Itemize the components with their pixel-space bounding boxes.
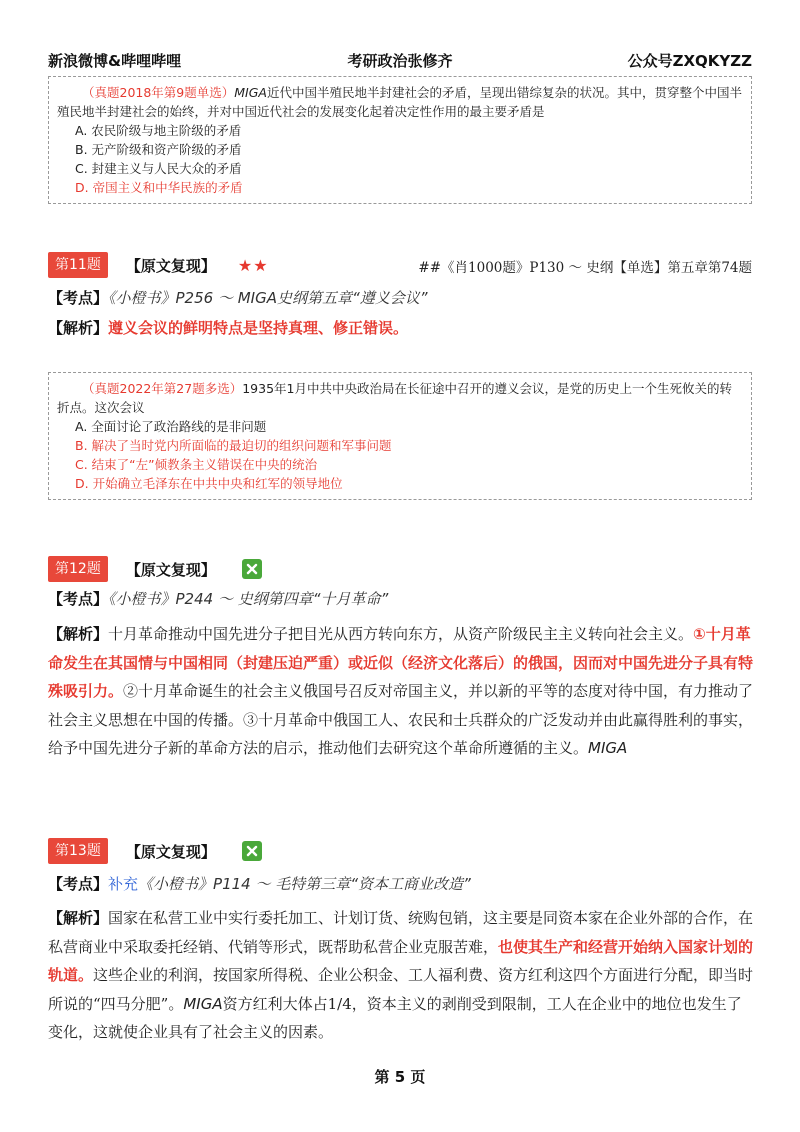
header-right: 公众号ZXQKYZZ — [627, 52, 752, 70]
exam-question-box-2022 — [48, 372, 752, 500]
jiexi-highlight: 也使其生产和经营开始纳入国家计划的轨道。 — [48, 937, 754, 984]
jiexi-12 — [48, 620, 754, 763]
kaodian-text: 《小橙书》P244 ～ 史纲第四章“十月革命” — [108, 590, 389, 608]
option-b-correct: B. 解决了当时党内所面临的最迫切的组织问题和军事问题 — [75, 438, 392, 453]
option-d-correct: D. 开始确立毛泽东在中共中央和红军的领导地位 — [75, 476, 343, 491]
difficulty-stars: ★★ — [237, 255, 269, 275]
kaodian-11 — [48, 287, 428, 308]
kaodian-text: 《小橙书》P256 ～ MIGA史纲第五章“遵义会议” — [108, 289, 428, 307]
jiexi-label: 【解析】 — [48, 909, 109, 927]
jiexi-13 — [48, 904, 754, 1047]
jiexi-text: 遵义会议的鲜明特点是坚持真理、修正错误。 — [108, 319, 409, 337]
header-left: 新浪微博&哔哩哔哩 — [48, 52, 182, 70]
page-number: 第 5 页 — [374, 1068, 426, 1086]
question-stem — [57, 83, 743, 121]
miga-mark: MIGA — [183, 994, 223, 1013]
jiexi-intro: 十月革命推动中国先进分子把目光从西方转向东方，从资产阶级民主主义转向社会主义。 — [108, 625, 694, 643]
cross-mark-icon — [242, 841, 262, 861]
jiexi-highlight: ①十月革命发生在其国情与中国相同（封建压迫严重）或近似（经济文化落后）的俄国，因而对中国先进分子具有特殊吸引力。 — [48, 625, 754, 700]
exam-question-box-2018 — [48, 76, 752, 204]
kaodian-label: 【考点】 — [48, 875, 109, 893]
option-c: C. 封建主义与人民大众的矛盾 — [75, 161, 242, 176]
kaodian-12 — [48, 588, 388, 609]
kaodian-13 — [48, 873, 471, 894]
option-b: B. 无产阶级和资产阶级的矛盾 — [75, 142, 242, 157]
question-tag: （真题2022年第27题多选） — [82, 381, 243, 396]
section-tag: 【原文复现】 — [125, 842, 216, 861]
jiexi-11 — [48, 314, 754, 343]
question-text: 近代中国半殖民地半封建社会的矛盾，呈现出错综复杂的状况。其中，贯穿整个中国半殖民地半封建社会的始终，并对中国近代社会的发展变化起着决定性作用的最主要矛盾是 — [57, 85, 742, 119]
kaodian-text: 《小橙书》P114 ～ 毛特第三章“资本工商业改造” — [138, 875, 471, 893]
section-tag: 【原文复现】 — [125, 256, 216, 275]
miga-mark: MIGA — [234, 85, 267, 100]
question-number-badge: 第13题 — [48, 838, 108, 864]
option-c-correct: C. 结束了“左”倾教条主义错误在中央的统治 — [75, 457, 318, 472]
question-12-header — [48, 556, 262, 582]
kaodian-label: 【考点】 — [48, 590, 109, 608]
question-source: ##《肖1000题》P130 ～ 史纲【单选】第五章第74题 — [418, 260, 752, 276]
jiexi-seg-2: 这主要是同资本家在企业外部的合作， — [483, 909, 739, 927]
jiexi-label: 【解析】 — [48, 625, 109, 643]
jiexi-seg-5: 这些企业的利润，按国家所得税、企业公积金、工人福利费、资方红利这四个方面进行分配，即当时所说的“四马分肥”。 — [48, 966, 754, 1013]
section-tag: 【原文复现】 — [125, 560, 216, 579]
jiexi-seg-6: 资方红利大体占1/4，资本主义的剥削受到限制，工人在企业中的地位也发生了变化， — [48, 994, 742, 1041]
jiexi-seg-1: 国家在私营工业中实行委托加工、计划订货、统购包销， — [108, 909, 484, 927]
jiexi-seg-3: 在私营商业中采取委托经销、代销等形式，既帮助私营企业克服苦难， — [48, 909, 754, 956]
miga-mark: MIGA — [588, 739, 628, 757]
question-number-badge: 第12题 — [48, 556, 108, 582]
question-text: 1935年1月中共中央政治局在长征途中召开的遵义会议，是党的历史上一个生死攸关的转折点。这次会议 — [57, 381, 732, 415]
jiexi-body: ②十月革命诞生的社会主义俄国号召反对帝国主义，并以新的平等的态度对待中国，有力推动了社会主义思想在中国的传播。③十月革命中俄国工人、农民和士兵群众的广泛发动并由此赢得胜利的事实，给予中国先进分子新的革命方法的启示，推动他们去研究这个革命所遵循的主义。 — [48, 682, 754, 757]
option-d-correct: D. 帝国主义和中华民族的矛盾 — [75, 180, 243, 195]
cross-mark-icon — [242, 559, 262, 579]
kaodian-label: 【考点】 — [48, 289, 109, 307]
question-stem — [57, 379, 743, 417]
question-tag: （真题2018年第9题单选） — [82, 85, 235, 100]
question-13-header — [48, 838, 262, 864]
option-a: A. 全面讨论了政治路线的是非问题 — [75, 419, 267, 434]
question-11-header — [48, 252, 269, 278]
option-a: A. 农民阶级与地主阶级的矛盾 — [75, 123, 242, 138]
jiexi-label: 【解析】 — [48, 319, 109, 337]
header-center: 考研政治张修齐 — [347, 52, 453, 70]
question-number-badge: 第11题 — [48, 252, 108, 278]
supplement-tag: 补充 — [108, 875, 139, 893]
jiexi-seg-7: 这就使企业具有了社会主义的因素。 — [93, 1023, 334, 1041]
